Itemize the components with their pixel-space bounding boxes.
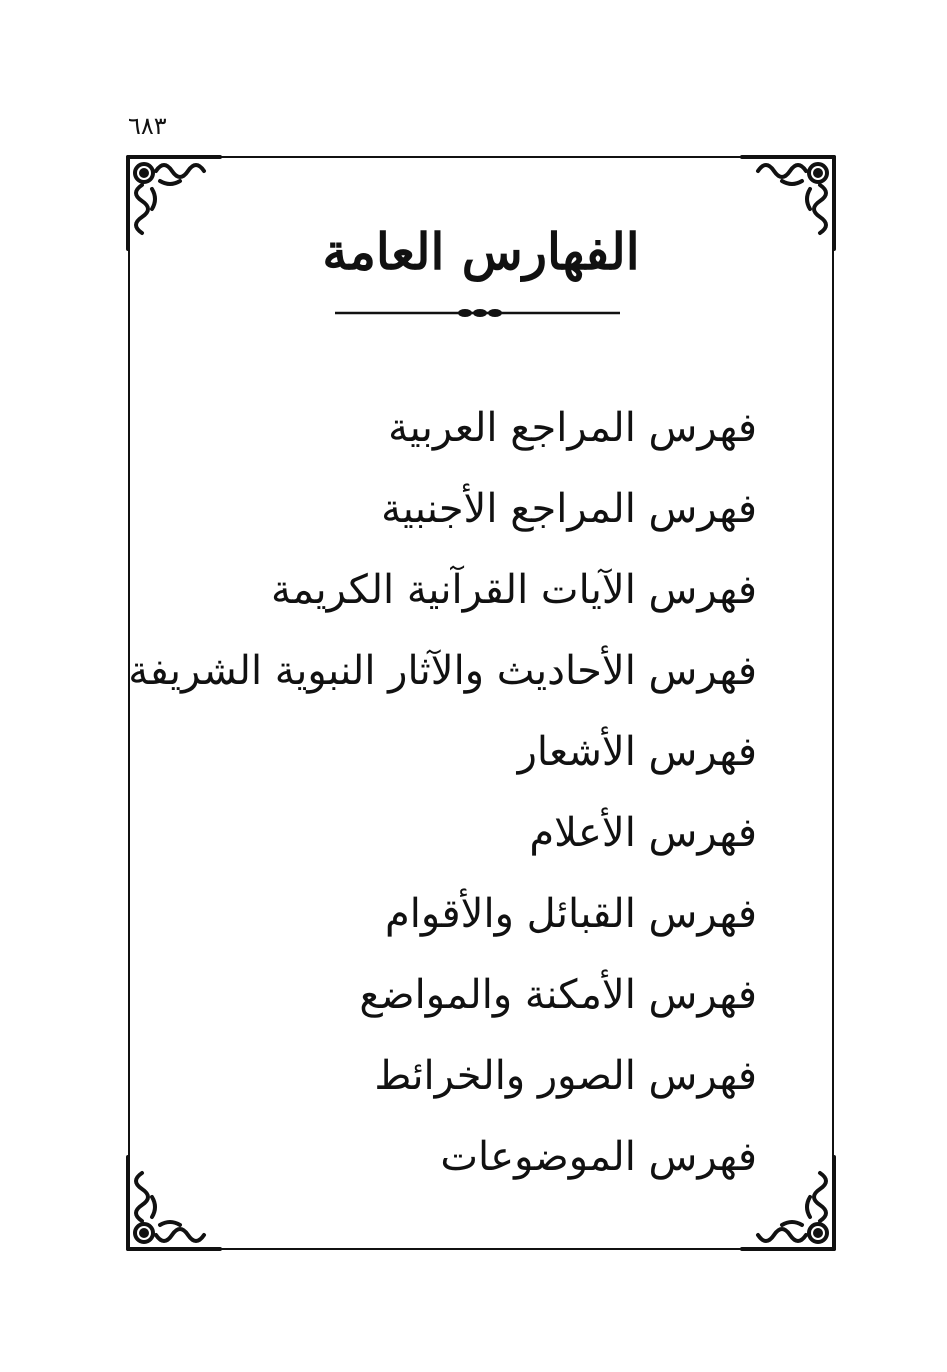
index-entry: فهرس الأمكنة والمواضع [359, 972, 757, 1018]
index-entry: فهرس الأعلام [529, 810, 757, 856]
index-entry: فهرس القبائل والأقوام [384, 891, 757, 937]
index-entry: فهرس المراجع العربية [388, 405, 757, 451]
index-entry: فهرس الأشعار [517, 729, 757, 775]
title-divider [335, 306, 620, 320]
index-entry: فهرس الآيات القرآنية الكريمة [270, 567, 757, 613]
page-number: ٦٨٣ [128, 112, 167, 140]
index-entry: فهرس المراجع الأجنبية [381, 486, 757, 532]
index-entry: فهرس الصور والخرائط [374, 1053, 757, 1099]
divider-ornament-icon [335, 306, 620, 320]
page-title: الفهارس العامة [322, 222, 640, 281]
index-list [128, 388, 757, 1198]
index-entry: فهرس الأحاديث والآثار النبوية الشريفة [128, 648, 757, 694]
index-entry: فهرس الموضوعات [440, 1134, 757, 1180]
